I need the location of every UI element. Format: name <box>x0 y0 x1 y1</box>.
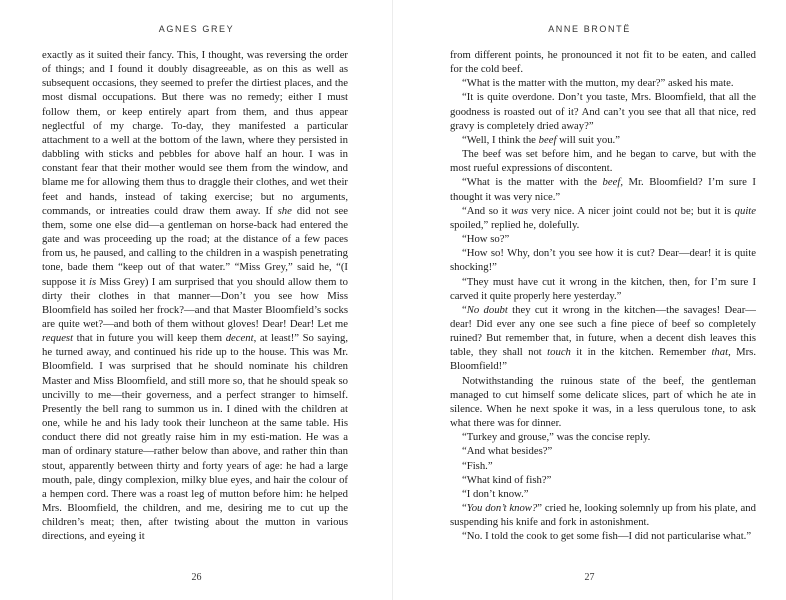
paragraph: “You don’t know?” cried he, looking solemnly up from his plate, and suspending his knife and fork in astonishment. <box>450 502 756 529</box>
left-page-body <box>42 48 348 543</box>
paragraph: “Fish.” <box>462 459 493 472</box>
paragraph: “How so! Why, don’t you see how it is cut? Dear—dear! it is quite shocking!” <box>450 247 756 274</box>
paragraph: “What kind of fish?” <box>462 473 552 486</box>
paragraph: “No doubt they cut it wrong in the kitchen—the savages! Dear—dear! Did ever any one see such a fine piece of beef so completely ruined? But remember that, in future, when a decent dish leaves this table, they shall not touch it in the kitchen. Remember that, Mrs. Bloomfield!” <box>450 303 757 373</box>
running-head-right: ANNE BRONTË <box>548 24 631 34</box>
running-head-left: AGNES GREY <box>158 24 235 34</box>
paragraph: “And what besides?” <box>462 445 553 458</box>
paragraph: exactly as it suited their fancy. This, I thought, was reversing the order of things; and I found it doubly disagreeable, as on this as well as subsequent occasions, they seemed to prefer the dirtiest places, and the most dismal occupations. But there was no remedy; either I must follow them, or keep entirely apart from them, and thus appear neglectful of my charge. To-day, they manifested a particular attachment to a well at the bottom of the lawn, where they persisted in dabbling with sticks and pebbles for above half an hour. I was in constant fear that their mother would see them from the window, and blame me for allowing them thus to draggle their clothes, and wet their feet and hands, instead of taking exercise; but no arguments, commands, or intreaties could draw them away. If she did not see them, some one else did—a gentleman on horse-back had entered the gate and was proceeding up the road; at the distance of a few paces from us, he paused, and calling to the children in a waspish penetrating tone, bade them “keep out of that water.” “Miss Grey,” said he, “(I suppose it is Miss Grey) I am surprised that you should allow them to dirty their clothes in that manner—Don’t you see how Miss Bloomfield has soiled her frock?—and that Master Bloomfield’s socks are quite wet?—and both of them without gloves! Dear! Dear! Let me request that in future you will keep them decent, at least!” So saying, he turned away, and continued his ride up to the house. This was Mr. Bloomfield. I was surprised that he should nominate his children Master and Miss Bloomfield, and still more so, that he should speak so uncivilly to me—their governess, and a perfect stranger to himself. Presently the bell rang to summon us in. I dined with the children at one, while he and his lady took their luncheon at the same table. His conduct there did not greatly raise him in my esti-mation. He was a man of ordinary stature—rather below than above, and rather thin than stout, apparently between thirty and forty years of age: he had a large mouth, pale, dingy complexion, milky blue eyes, and hair the colour of a hempen cord. There was a roast leg of mutton before him: he helped Mrs. Bloomfield, the children, and me, desiring me to cut up the children’s meat; then, after twisting about the mutton in various directions, and eyeing it <box>42 49 349 543</box>
right-page-body <box>450 48 756 543</box>
page-number-left: 26 <box>191 572 202 583</box>
right-page <box>393 0 786 600</box>
paragraph: “Turkey and grouse,” was the concise reply. <box>462 431 651 444</box>
paragraph: “It is quite overdone. Don’t you taste, Mrs. Bloomfield, that all the goodness is roasted out of it? And can’t you see that all that nice, red gravy is completely dried away?” <box>450 91 756 132</box>
page-number-right: 27 <box>584 572 595 583</box>
paragraph: Notwithstanding the ruinous state of the beef, the gentleman managed to cut himself some delicate slices, part of which he ate in silence. When he next spoke it was, in a less querulous tone, to ask what there was for dinner. <box>450 374 756 430</box>
paragraph: “Well, I think the beef will suit you.” <box>462 133 620 146</box>
paragraph: “What is the matter with the beef, Mr. Bloomfield? I’m sure I thought it was very nice.” <box>450 176 756 203</box>
paragraph: “And so it was very nice. A nicer joint could not be; but it is quite spoiled,” replied he, dolefully. <box>450 204 757 231</box>
paragraph: from different points, he pronounced it not fit to be eaten, and called for the cold beef. <box>450 49 756 76</box>
paragraph: “How so?” <box>462 233 510 246</box>
paragraph: The beef was set before him, and he began to carve, but with the most rueful expressions of discontent. <box>450 148 756 175</box>
paragraph: “What is the matter with the mutton, my dear?” asked his mate. <box>462 77 734 90</box>
paragraph: “I don’t know.” <box>462 487 529 500</box>
paragraph: “They must have cut it wrong in the kitchen, then, for I’m sure I carved it quite properly here yesterday.” <box>450 275 756 302</box>
paragraph: “No. I told the cook to get some fish—I did not particularise what.” <box>462 530 752 543</box>
